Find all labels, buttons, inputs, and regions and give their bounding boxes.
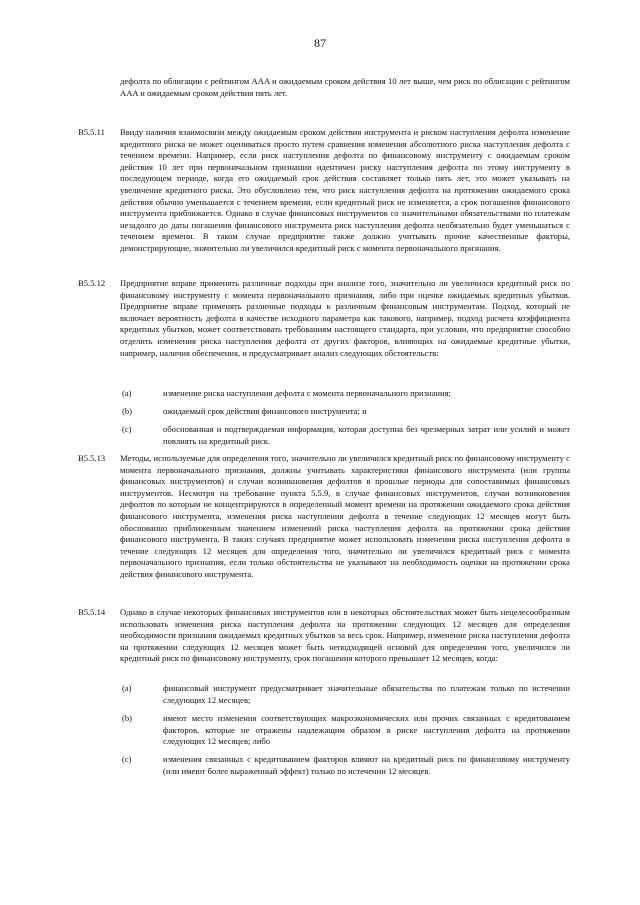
paragraph-text: Методы, используемые для определения того, значительно ли увеличился кредитный риск по финансовому инструменту с момента первоначального признания, должны учитывать характеристики финансового инструмента (или группы финансовых инструментов) и случаи возникновения дефолтов в прошлые периоды для сопоставимых финансовых инструментов. Несмотря на требование пункта 5.5.9, в случае финансовых инструментов, случаи возникновения дефолтов по которым не концентрируются в определенный момент времени на протяжении ожидаемого срока действия финансового инструмента, изменения риска наступления дефолта в течение следующих 12 месяцев могут быть обоснованно приближенным значением изменений риска наступления дефолта на протяжении срока действия финансового инструмента. В таких случаях предприятие может использовать изменения риска наступления дефолта в течение следующих 12 месяцев для определения того, значительно ли увеличился кредитный риск с момента первоначального признания, если только обстоятельства не указывают на необходимость оценки на протяжении срока действия финансового инструмента. [120, 453, 570, 579]
list-item-text: финансовый инструмент предусматривает значительные обязательства по платежам только по истечении следующих 12 месяцев; [163, 683, 570, 705]
list-item-label: (b) [122, 406, 133, 416]
page-number: 87 [314, 36, 326, 50]
list-item-text: ожидаемый срок действия финансового инструмента; и [163, 406, 367, 416]
paragraph-number: B5.5.11 [78, 127, 105, 137]
intro-continuation-text: дефолта по облигации с рейтингом AAA и ожидаемым сроком действия 10 лет выше, чем риск по облигации с рейтингом AAA и ожидаемым сроком действия пять лет. [120, 76, 570, 98]
list-item-label: (a) [122, 388, 132, 398]
paragraph-number: B5.5.13 [78, 453, 106, 463]
list-item-text: изменение риска наступления дефолта с момента первоначального признания; [163, 388, 451, 398]
paragraph-number: B5.5.14 [78, 607, 106, 617]
paragraph-text: Ввиду наличия взаимосвязи между ожидаемым сроком действия инструмента и риском наступления дефолта изменение кредитного риска не может оцениваться просто путем сравнения изменения абсолютного риска наступления дефолта с течением времени. Например, если риск наступления дефолта по финансовому инструменту с ожидаемым сроком действия 10 лет при первоначальном признании идентичен риску наступления дефолта по этому инструменту в последующем периоде, когда его ожидаемый срок действия составляет только пять лет, это может указывать на увеличение кредитного риска. Это обусловлено тем, что риск наступления дефолта на протяжении ожидаемого срока действия обычно уменьшается с течением времени, если кредитный риск не изменяется, а срок погашения финансового инструмента приближается. Однако в случае финансовых инструментов со значительными обязательствами по платежам незадолго до даты погашения финансового инструмента риск наступления дефолта необязательно будет уменьшаться с течением времени. В таком случае предприятие также должно учитывать прочие качественные факторы, демонстрирующие, значительно ли увеличился кредитный риск с момента первоначального признания. [120, 127, 570, 253]
list-item-text: изменения связанных с кредитованием факторов влияют на кредитный риск по финансовому инструменту (или имеют более выраженный эффект) только по истечении 12 месяцев. [163, 754, 570, 776]
paragraph-text: Предприятие вправе применять различные подходы при анализе того, значительно ли увеличился кредитный риск по финансовому инструменту с момента первоначального признания, либо при оценке ожидаемых кредитных убытков. Предприятие вправе применять различные подходы к различным финансовым инструментам. Подход, который не включает вероятность дефолта в качестве исходного параметра как такового, например, подход расчета коэффициента кредитных убытков, может соответствовать требованиям настоящего стандарта, при условии, что предприятие способно отделить изменения риска наступления дефолта от других факторов, влияющих на ожидаемые кредитные убытки, например, наличия обеспечения, и предусматривает анализ следующих обстоятельств: [120, 278, 570, 358]
list-item-label: (a) [122, 683, 132, 693]
list-item-text: имеют место изменения соответствующих макроэкономических или прочих связанных с кредитованием факторов, которые не отражены надлежащим образом в риске наступления дефолта на протяжении следующих 12 месяцев; либо [163, 713, 570, 747]
list-item-label: (b) [122, 713, 133, 723]
list-item-label: (c) [122, 754, 132, 764]
paragraph-text: Однако в случае некоторых финансовых инструментов или в некоторых обстоятельствах может быть нецелесообразным использовать изменения риска наступления дефолта на протяжении следующих 12 месяцев для определения необходимости признания ожидаемых кредитных убытков за весь срок. Например, изменение риска наступления дефолта на протяжении следующих 12 месяцев может быть неподходящей основой для определения того, увеличился ли кредитный риск по финансовому инструменту, срок погашения которого превышает 12 месяцев, когда: [120, 607, 570, 664]
list-item-label: (c) [122, 424, 132, 434]
paragraph-number: B5.5.12 [78, 278, 106, 288]
list-item-text: обоснованная и подтверждаемая информация, которая доступна без чрезмерных затрат или усилий и может повлиять на кредитный риск. [163, 424, 570, 446]
